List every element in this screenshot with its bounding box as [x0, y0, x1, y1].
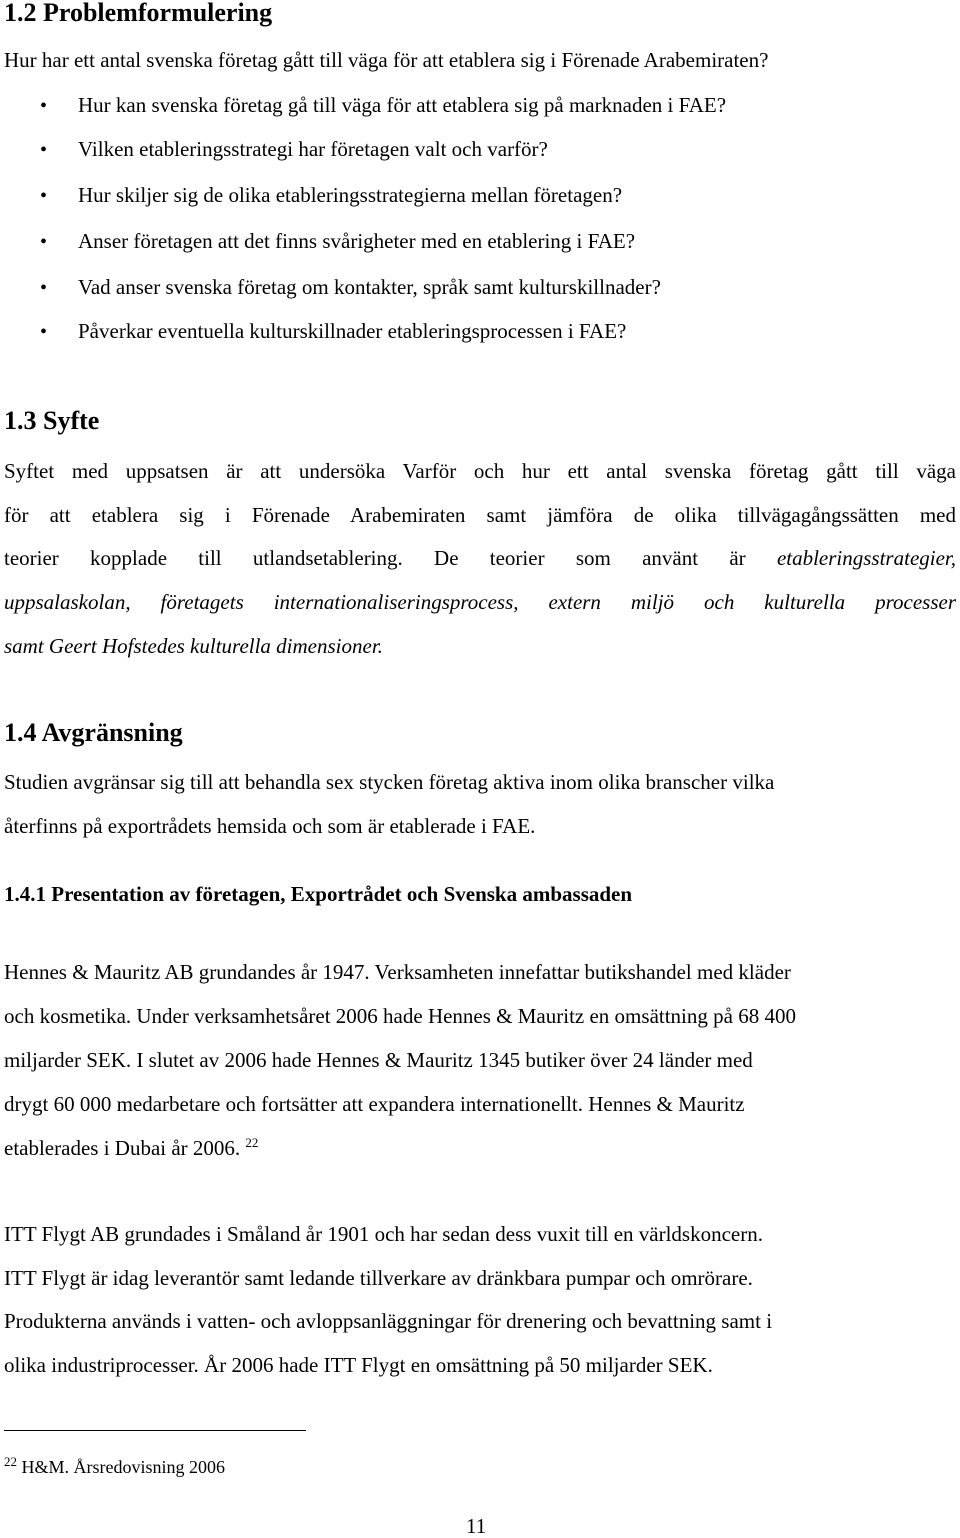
page-number: 11 [466, 1514, 487, 1538]
syfte-line-1: Syftet med uppsatsen är att undersöka Varför och hur ett antal svenska företag gått till väga [4, 459, 956, 483]
footnote-number: 22 [4, 1454, 17, 1469]
avgransning-line-1: Studien avgränsar sig till att behandla sex stycken företag aktiva inom olika branscher vilka [4, 770, 775, 794]
bullet-icon: • [40, 321, 48, 343]
intro-question: Hur har ett antal svenska företag gått till väga för att etablera sig i Förenade Arabemiraten? [4, 48, 769, 72]
syfte-line-3-italic: etableringsstrategier, [776, 546, 957, 570]
footnote-text: H&M. Årsredovisning 2006 [21, 1457, 225, 1477]
itt-line-2: ITT Flygt är idag leverantör samt ledande tillverkare av dränkbara pumpar och omrörare. [4, 1266, 753, 1290]
heading-problemformulering: 1.2 Problemformulering [4, 0, 273, 27]
hm-line-2: och kosmetika. Under verksamhetsåret 2006 hade Hennes & Mauritz en omsättning på 68 400 [4, 1004, 796, 1028]
list-item: Påverkar eventuella kulturskillnader etableringsprocessen i FAE? [78, 319, 627, 343]
syfte-line-4-italic: uppsalaskolan, företagets internationaliseringsprocess, extern miljö och kulturella processer [4, 590, 956, 614]
list-item: Vad anser svenska företag om kontakter, språk samt kulturskillnader? [78, 275, 661, 299]
syfte-line-3-text: teorier kopplade till utlandsetablering. De teorier som använt är [4, 546, 746, 570]
list-item: Hur skiljer sig de olika etableringsstrategierna mellan företagen? [78, 183, 623, 207]
heading-presentation: 1.4.1 Presentation av företagen, Exportrådet och Svenska ambassaden [4, 882, 633, 906]
list-item: Anser företagen att det finns svårigheter med en etablering i FAE? [78, 229, 636, 253]
bullet-icon: • [40, 95, 48, 117]
syfte-line-4 [4, 592, 956, 613]
bullet-icon: • [40, 139, 48, 161]
list-item: Vilken etableringsstrategi har företagen valt och varför? [78, 137, 548, 161]
footnote-ref[interactable]: 22 [245, 1135, 259, 1150]
itt-line-3: Produkterna används i vatten- och avloppsanläggningar för drenering och bevattning samt i [4, 1309, 773, 1333]
hm-line-5-text: etablerades i Dubai år 2006. [4, 1136, 241, 1160]
footnote-divider [4, 1430, 306, 1431]
itt-line-4: olika industriprocesser. År 2006 hade ITT Flygt en omsättning på 50 miljarder SEK. [4, 1353, 713, 1377]
list-item: Hur kan svenska företag gå till väga för att etablera sig på marknaden i FAE? [78, 93, 727, 117]
hm-line-5 [4, 1135, 259, 1160]
syfte-line-5 [4, 636, 383, 657]
bullet-icon: • [40, 277, 48, 299]
heading-avgransning: 1.4 Avgränsning [4, 718, 183, 747]
syfte-line-3 [4, 548, 956, 569]
bullet-icon: • [40, 185, 48, 207]
footnote [4, 1454, 225, 1477]
avgransning-line-2: återfinns på exportrådets hemsida och som är etablerade i FAE. [4, 814, 536, 838]
syfte-line-2: för att etablera sig i Förenade Arabemiraten samt jämföra de olika tillvägagångssätten med [4, 503, 956, 527]
hm-line-3: miljarder SEK. I slutet av 2006 hade Hennes & Mauritz 1345 butiker över 24 länder med [4, 1048, 753, 1072]
itt-line-1: ITT Flygt AB grundades i Småland år 1901 och har sedan dess vuxit till en världskoncern. [4, 1222, 763, 1246]
syfte-line-5-italic: samt Geert Hofstedes kulturella dimensioner. [4, 634, 383, 658]
bullet-icon: • [40, 231, 48, 253]
hm-line-4: drygt 60 000 medarbetare och fortsätter att expandera internationellt. Hennes & Mauritz [4, 1092, 745, 1116]
hm-line-1: Hennes & Mauritz AB grundandes år 1947. Verksamheten innefattar butikshandel med kläder [4, 960, 791, 984]
heading-syfte: 1.3 Syfte [4, 406, 100, 435]
